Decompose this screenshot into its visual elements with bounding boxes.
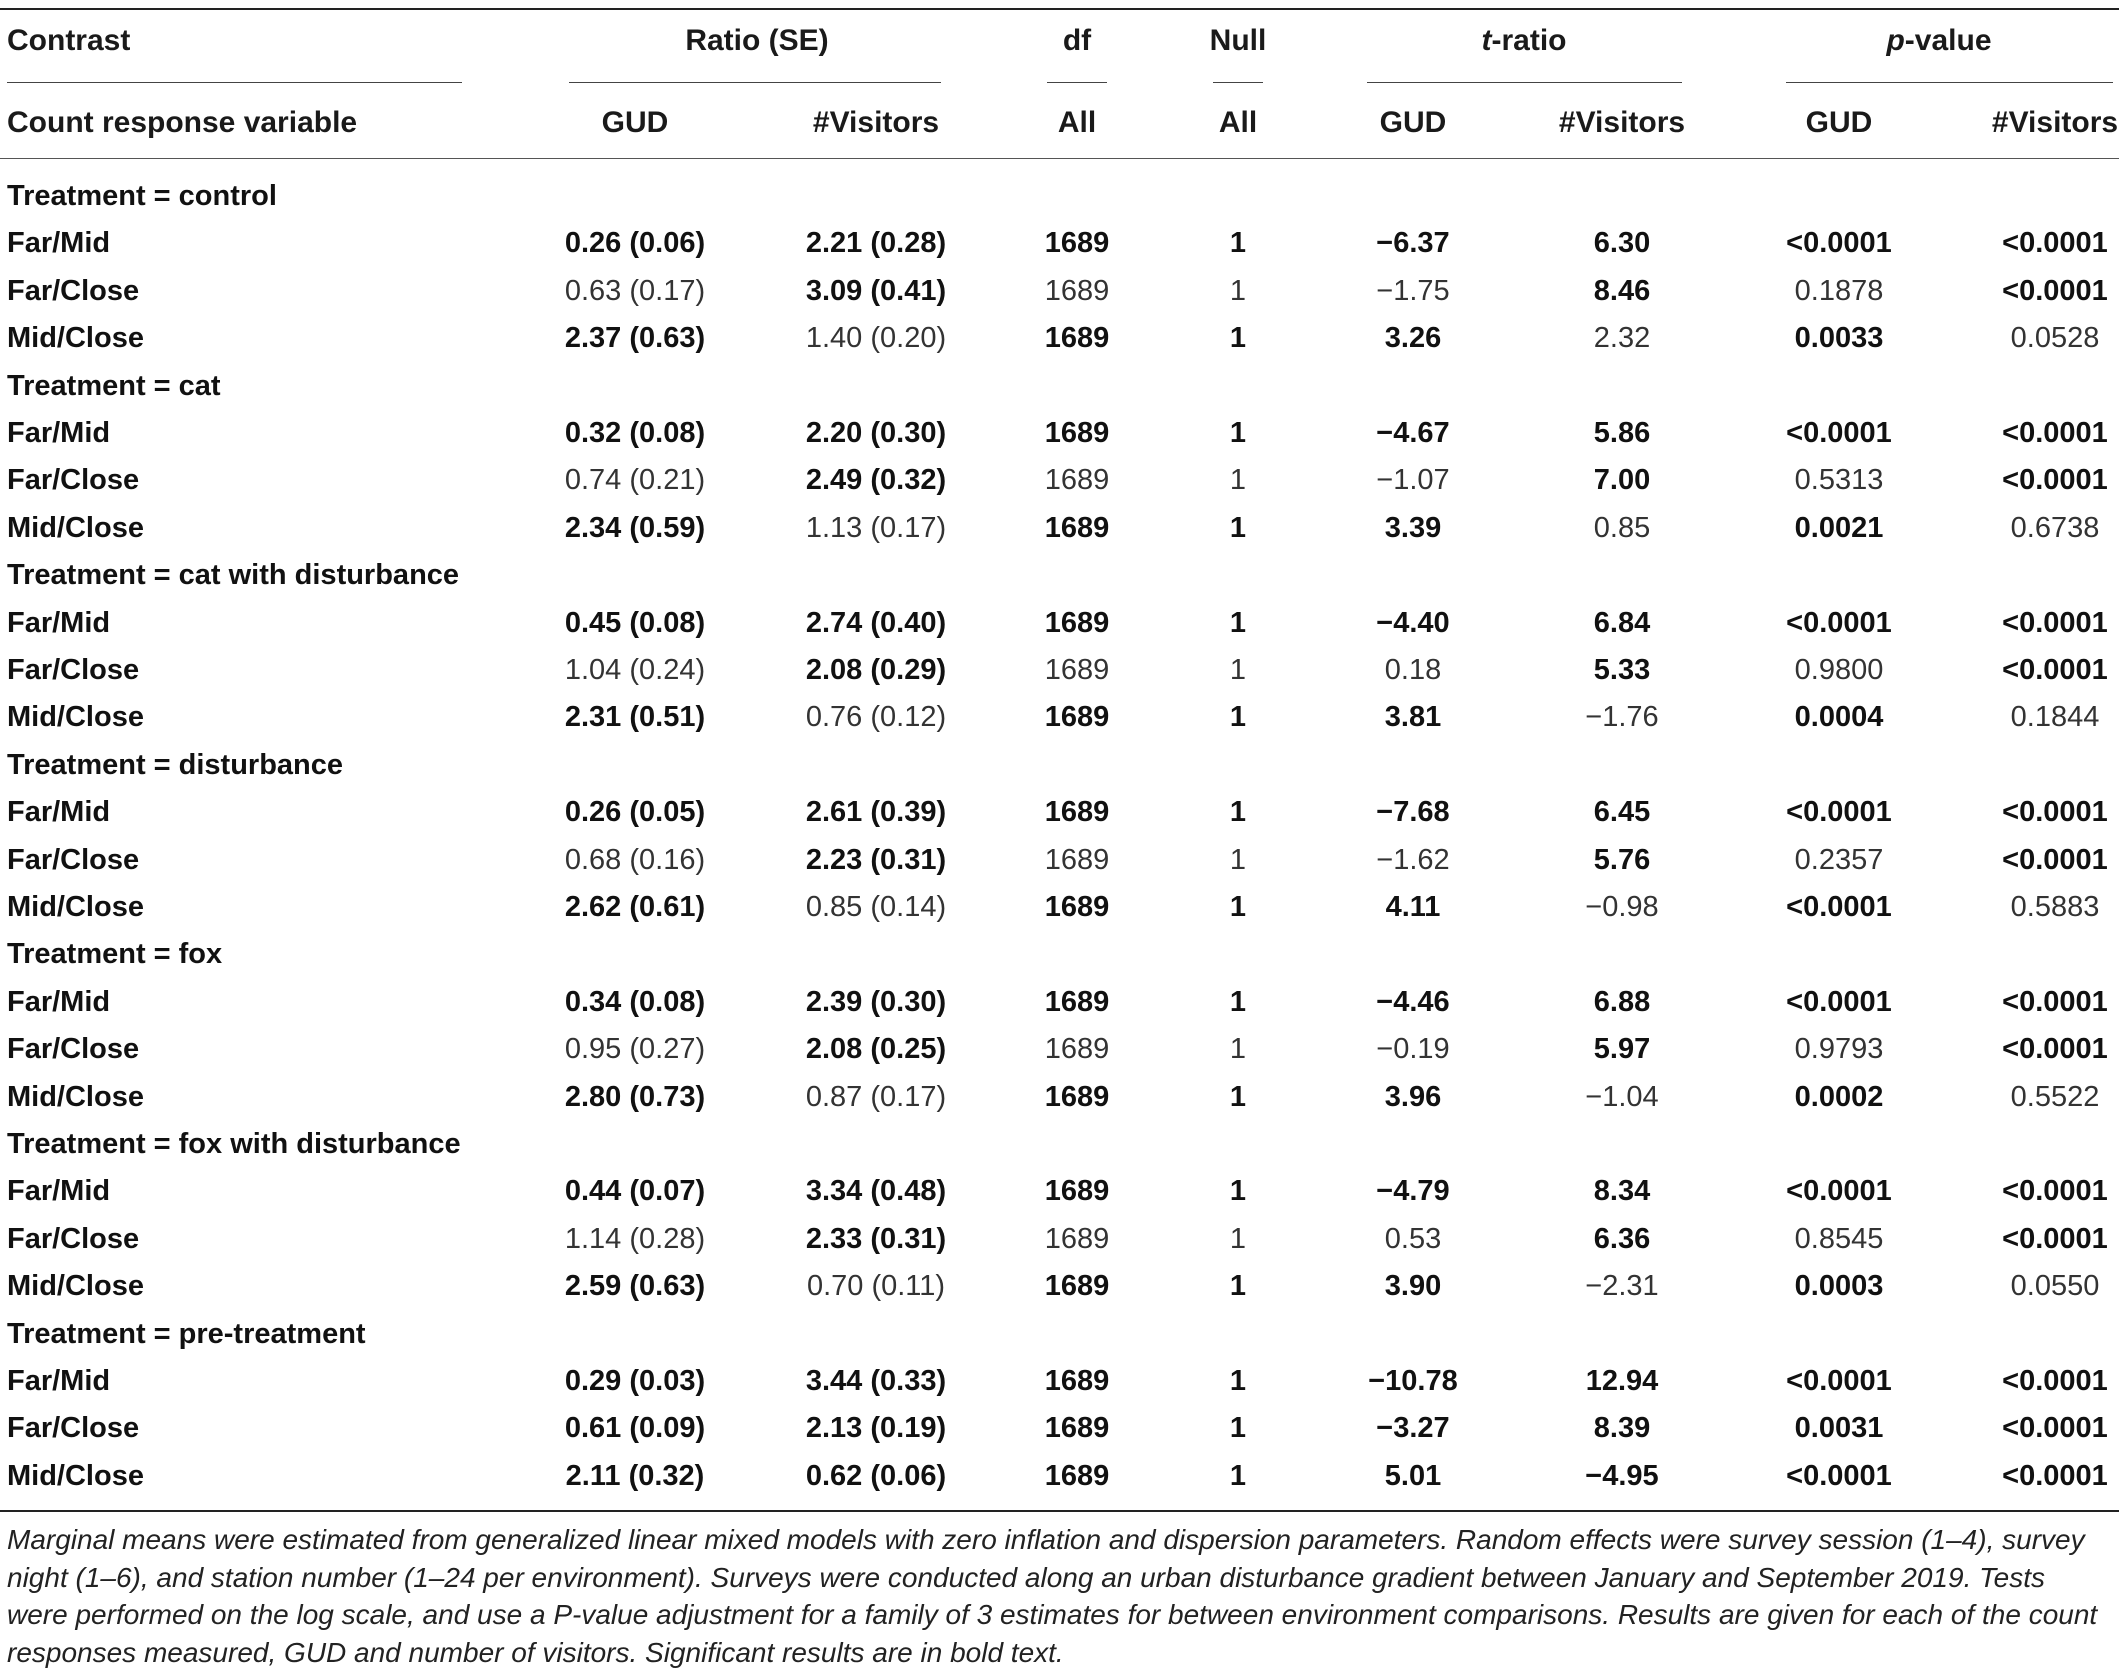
header-count-response: Count response variable [7,106,358,139]
cell-p-gud: <0.0001 [1786,1365,1892,1397]
cell-t-gud: −1.62 [1376,843,1450,876]
cell-p-gud: 0.1878 [1794,274,1884,307]
cell-ratio-gud: 0.26 (0.05) [564,796,706,829]
table-row [0,456,2119,503]
cell-p-gud: 0.0033 [1794,322,1884,355]
cell-df: 1689 [1044,464,1110,497]
cell-p-visitors: <0.0001 [2002,606,2108,639]
cell-ratio-visitors: 1.13 (0.17) [805,511,947,544]
contrast-label: Far/Close [7,654,140,686]
cell-null: 1 [1229,1459,1247,1492]
cell-ratio-gud: 0.74 (0.21) [564,464,706,497]
cell-df: 1689 [1044,274,1110,307]
cell-t-visitors: 5.97 [1593,1033,1651,1066]
cell-null: 1 [1229,1222,1247,1255]
cell-df: 1689 [1044,1222,1110,1255]
cell-t-visitors: 8.39 [1593,1412,1651,1445]
contrast-label: Far/Mid [7,417,111,449]
cell-ratio-gud: 0.26 (0.06) [564,227,706,260]
contrast-label: Far/Close [7,464,140,497]
contrast-label: Mid/Close [7,322,144,355]
cell-t-visitors: 6.36 [1593,1222,1651,1255]
cell-t-gud: −1.07 [1376,464,1450,497]
contrast-label: Far/Mid [7,1175,111,1208]
cell-t-gud: −0.19 [1376,1033,1450,1066]
cell-p-visitors: 0.0528 [2010,322,2100,355]
cell-ratio-visitors: 1.40 (0.20) [805,322,947,355]
header-null: Null [1209,24,1267,57]
contrast-label: Far/Close [7,274,140,307]
cell-ratio-visitors: 2.08 (0.25) [805,1033,947,1066]
cell-t-gud: −4.79 [1376,1175,1450,1208]
table-bottom-rule [0,1510,2119,1512]
cell-ratio-gud: 0.45 (0.08) [564,606,706,639]
cell-null: 1 [1229,227,1247,260]
cell-p-gud: <0.0001 [1786,796,1892,829]
cell-df: 1689 [1044,1365,1110,1397]
table-row [0,693,2119,740]
cell-df: 1689 [1044,701,1110,734]
group-label: Treatment = pre-treatment [7,1317,366,1350]
cell-df: 1689 [1044,227,1110,260]
header-t-ratio: t-ratio [1481,24,1567,57]
table-row [0,504,2119,551]
group-header-row [0,930,2119,977]
contrast-label: Mid/Close [7,511,144,544]
cell-t-visitors: 8.46 [1593,274,1651,307]
cell-ratio-gud: 2.11 (0.32) [565,1459,705,1492]
cell-p-gud: 0.0002 [1794,1080,1884,1113]
contrast-label: Mid/Close [7,891,144,923]
cell-df: 1689 [1044,322,1110,355]
cell-df: 1689 [1044,417,1110,449]
cell-ratio-gud: 2.80 (0.73) [564,1080,706,1113]
cell-null: 1 [1229,985,1247,1018]
group-label: Treatment = cat with disturbance [7,559,460,592]
group-label: Treatment = control [7,180,277,212]
group-header-row [0,551,2119,598]
cell-ratio-gud: 1.14 (0.28) [564,1222,706,1255]
cell-null: 1 [1229,1175,1247,1208]
cell-ratio-visitors: 0.85 (0.14) [805,891,947,923]
cell-null: 1 [1229,796,1247,829]
cell-ratio-gud: 0.34 (0.08) [564,985,706,1018]
cell-ratio-visitors: 3.09 (0.41) [805,274,947,307]
cell-ratio-gud: 0.63 (0.17) [564,274,706,307]
cell-ratio-gud: 2.34 (0.59) [564,511,706,544]
contrast-label: Far/Mid [7,985,111,1018]
cell-p-visitors: <0.0001 [2002,417,2108,449]
table-row [0,978,2119,1025]
cell-ratio-visitors: 3.34 (0.48) [805,1175,947,1208]
cell-t-gud: 3.81 [1384,701,1442,734]
cell-df: 1689 [1044,796,1110,829]
header-underline-null [1213,82,1263,83]
cell-null: 1 [1229,417,1247,449]
cell-t-gud: −4.40 [1376,606,1450,639]
cell-null: 1 [1229,1412,1247,1445]
table-row [0,1073,2119,1120]
cell-p-visitors: 0.5522 [2010,1080,2100,1113]
group-header-row [0,362,2119,409]
cell-p-visitors: <0.0001 [2002,1033,2108,1066]
cell-null: 1 [1229,464,1247,497]
header-underline-df [1047,82,1107,83]
group-label: Treatment = cat [7,369,221,402]
cell-p-gud: <0.0001 [1786,606,1892,639]
cell-t-visitors: 6.30 [1593,227,1651,260]
group-header-row [0,741,2119,788]
cell-ratio-gud: 2.37 (0.63) [564,322,706,355]
group-header-row [0,1310,2119,1357]
cell-t-gud: 4.11 [1385,891,1441,923]
contrast-label: Far/Mid [7,1365,111,1397]
cell-p-visitors: <0.0001 [2002,1412,2108,1445]
cell-null: 1 [1229,1365,1247,1397]
cell-t-gud: −3.27 [1376,1412,1450,1445]
header-df-all: All [1057,106,1097,139]
cell-df: 1689 [1044,843,1110,876]
cell-p-gud: <0.0001 [1786,417,1892,449]
cell-p-visitors: <0.0001 [2002,227,2108,260]
table-row [0,409,2119,456]
contrast-label: Mid/Close [7,701,144,734]
cell-p-gud: <0.0001 [1786,1175,1892,1208]
table-row [0,599,2119,646]
cell-p-gud: <0.0001 [1786,891,1892,923]
group-header-row [0,1120,2119,1167]
cell-ratio-visitors: 0.76 (0.12) [805,701,947,734]
contrast-label: Far/Mid [7,796,111,829]
table-row [0,1404,2119,1451]
cell-null: 1 [1229,606,1247,639]
contrast-label: Mid/Close [7,1270,144,1303]
header-underline-p [1786,82,2113,83]
cell-null: 1 [1229,843,1247,876]
cell-t-gud: 5.01 [1384,1459,1442,1492]
cell-ratio-visitors: 2.08 (0.29) [805,654,947,686]
contrast-label: Far/Close [7,1412,140,1445]
header-t-visitors: #Visitors [1558,106,1686,139]
table-top-rule [0,8,2119,10]
cell-t-visitors: −1.04 [1585,1080,1659,1113]
cell-t-visitors: −1.76 [1585,701,1659,734]
cell-p-gud: <0.0001 [1786,227,1892,260]
contrast-label: Far/Close [7,1033,140,1066]
cell-ratio-visitors: 2.74 (0.40) [805,606,947,639]
cell-ratio-visitors: 0.87 (0.17) [805,1080,947,1113]
cell-ratio-gud: 1.04 (0.24) [564,654,706,686]
header-ratio-se: Ratio (SE) [685,24,829,57]
cell-t-visitors: 5.33 [1593,654,1651,686]
cell-ratio-gud: 0.68 (0.16) [564,843,706,876]
cell-p-visitors: <0.0001 [2002,1365,2108,1397]
table-row [0,1167,2119,1214]
table-row [0,1025,2119,1072]
header-ratio-visitors: #Visitors [812,106,940,139]
cell-p-visitors: <0.0001 [2002,1459,2108,1492]
cell-t-visitors: 5.86 [1593,417,1651,449]
cell-ratio-gud: 0.44 (0.07) [564,1175,706,1208]
cell-ratio-gud: 0.61 (0.09) [564,1412,706,1445]
table-row [0,646,2119,693]
cell-t-gud: −4.46 [1376,985,1450,1018]
cell-df: 1689 [1044,1033,1110,1066]
cell-t-visitors: 6.45 [1593,796,1651,829]
table-row [0,314,2119,361]
cell-t-gud: −1.75 [1376,274,1450,307]
header-underline-ratio [569,82,941,83]
cell-t-visitors: 0.85 [1593,511,1651,544]
cell-ratio-visitors: 2.21 (0.28) [805,227,947,260]
cell-t-visitors: 5.76 [1593,843,1651,876]
cell-null: 1 [1229,701,1247,734]
cell-df: 1689 [1044,1270,1110,1303]
cell-t-visitors: 6.88 [1593,985,1651,1018]
cell-t-visitors: −4.95 [1585,1459,1659,1492]
cell-p-visitors: 0.6738 [2010,511,2100,544]
cell-df: 1689 [1044,1080,1110,1113]
cell-p-gud: 0.9793 [1794,1033,1884,1066]
cell-t-visitors: 2.32 [1593,322,1651,355]
cell-p-gud: 0.8545 [1794,1222,1884,1255]
header-p-gud: GUD [1805,106,1873,139]
cell-ratio-visitors: 2.13 (0.19) [805,1412,947,1445]
cell-df: 1689 [1044,654,1110,686]
cell-t-visitors: 6.84 [1593,606,1651,639]
cell-df: 1689 [1044,1459,1110,1492]
cell-ratio-visitors: 0.62 (0.06) [805,1459,947,1492]
cell-p-gud: 0.0004 [1794,701,1884,734]
header-bottom-rule [0,158,2119,159]
cell-t-visitors: 7.00 [1593,464,1651,497]
header-underline-contrast [7,82,462,83]
cell-t-gud: 3.90 [1384,1270,1442,1303]
contrast-label: Mid/Close [7,1080,144,1113]
cell-ratio-gud: 2.62 (0.61) [564,891,706,923]
cell-df: 1689 [1044,606,1110,639]
header-ratio-gud: GUD [601,106,669,139]
cell-p-visitors: 0.5883 [2010,891,2100,923]
cell-t-gud: 0.18 [1384,654,1442,686]
cell-p-visitors: <0.0001 [2002,464,2108,497]
cell-ratio-visitors: 2.33 (0.31) [805,1222,947,1255]
cell-ratio-gud: 0.29 (0.03) [564,1365,706,1397]
cell-t-visitors: −0.98 [1585,891,1659,923]
cell-ratio-visitors: 2.61 (0.39) [805,796,947,829]
cell-df: 1689 [1044,985,1110,1018]
cell-p-gud: 0.9800 [1794,654,1884,686]
table-row [0,1215,2119,1262]
cell-t-gud: −6.37 [1376,227,1450,260]
group-label: Treatment = fox [7,938,223,971]
cell-p-gud: 0.0021 [1794,511,1884,544]
cell-null: 1 [1229,654,1247,686]
cell-ratio-visitors: 0.70 (0.11) [806,1270,946,1303]
cell-df: 1689 [1044,1175,1110,1208]
cell-null: 1 [1229,322,1247,355]
cell-p-visitors: <0.0001 [2002,985,2108,1018]
header-df: df [1062,24,1092,57]
header-t-gud: GUD [1379,106,1447,139]
cell-null: 1 [1229,1270,1247,1303]
table-row [0,1357,2119,1404]
group-label: Treatment = fox with disturbance [7,1128,461,1160]
table-footnote: Marginal means were estimated from generalized linear mixed models with zero inflation and dispersion parameters. Random effects were survey session (1–4), survey night (1–6), and station number (1–24 per environment). Surveys were conducted along an urban disturbance gradient between January and September 2019. Tests were performed on the log scale, and use a P-value adjustment for a family of 3 estimates for between environment comparisons. Results are given for each of the count responses measured, GUD and number of visitors. Significant results are in bold text. [7,1524,2098,1668]
cell-t-gud: 3.39 [1384,511,1442,544]
cell-t-gud: 3.96 [1384,1080,1442,1113]
table-row [0,1452,2119,1499]
cell-null: 1 [1229,1080,1247,1113]
cell-ratio-visitors: 2.23 (0.31) [805,843,947,876]
cell-t-visitors: 12.94 [1585,1365,1659,1397]
cell-t-gud: −10.78 [1368,1365,1458,1397]
header-null-all: All [1218,106,1258,139]
cell-null: 1 [1229,1033,1247,1066]
cell-p-gud: <0.0001 [1786,1459,1892,1492]
cell-ratio-visitors: 2.20 (0.30) [805,417,947,449]
cell-null: 1 [1229,891,1247,923]
header-contrast: Contrast [7,24,131,57]
header-p-value: p-value [1886,24,1992,57]
cell-df: 1689 [1044,511,1110,544]
cell-t-gud: 0.53 [1384,1222,1442,1255]
cell-t-gud: −7.68 [1376,796,1450,829]
cell-ratio-gud: 2.59 (0.63) [564,1270,706,1303]
contrast-label: Far/Close [7,843,140,876]
contrast-label: Far/Mid [7,227,111,260]
cell-p-visitors: <0.0001 [2002,1175,2108,1208]
header-underline-t [1367,82,1682,83]
contrast-label: Mid/Close [7,1459,144,1492]
cell-t-visitors: −2.31 [1585,1270,1659,1303]
cell-ratio-visitors: 3.44 (0.33) [805,1365,947,1397]
contrast-label: Far/Mid [7,606,111,639]
table-row [0,267,2119,314]
table-row [0,219,2119,266]
cell-df: 1689 [1044,891,1110,923]
cell-null: 1 [1229,511,1247,544]
group-header-row [0,172,2119,219]
table-row [0,788,2119,835]
cell-df: 1689 [1044,1412,1110,1445]
cell-t-visitors: 8.34 [1593,1175,1651,1208]
cell-ratio-visitors: 2.49 (0.32) [805,464,947,497]
cell-null: 1 [1229,274,1247,307]
cell-p-visitors: <0.0001 [2002,1222,2108,1255]
cell-p-gud: 0.0003 [1794,1270,1884,1303]
cell-p-gud: 0.2357 [1794,843,1884,876]
header-p-visitors: #Visitors [1991,106,2119,139]
contrast-label: Far/Close [7,1222,140,1255]
table-row [0,836,2119,883]
cell-p-gud: <0.0001 [1786,985,1892,1018]
cell-t-gud: −4.67 [1376,417,1450,449]
cell-ratio-gud: 2.31 (0.51) [564,701,706,734]
cell-p-visitors: 0.0550 [2010,1270,2100,1303]
table-row [0,1262,2119,1309]
cell-p-visitors: <0.0001 [2002,274,2108,307]
cell-p-visitors: <0.0001 [2002,796,2108,829]
cell-ratio-gud: 0.32 (0.08) [564,417,706,449]
cell-p-visitors: <0.0001 [2002,843,2108,876]
cell-ratio-gud: 0.95 (0.27) [564,1033,706,1066]
cell-p-gud: 0.0031 [1794,1412,1884,1445]
cell-ratio-visitors: 2.39 (0.30) [805,985,947,1018]
cell-p-visitors: <0.0001 [2002,654,2108,686]
cell-t-gud: 3.26 [1384,322,1442,355]
cell-p-visitors: 0.1844 [2010,701,2100,734]
table-row [0,883,2119,930]
group-label: Treatment = disturbance [7,748,344,781]
cell-p-gud: 0.5313 [1794,464,1884,497]
